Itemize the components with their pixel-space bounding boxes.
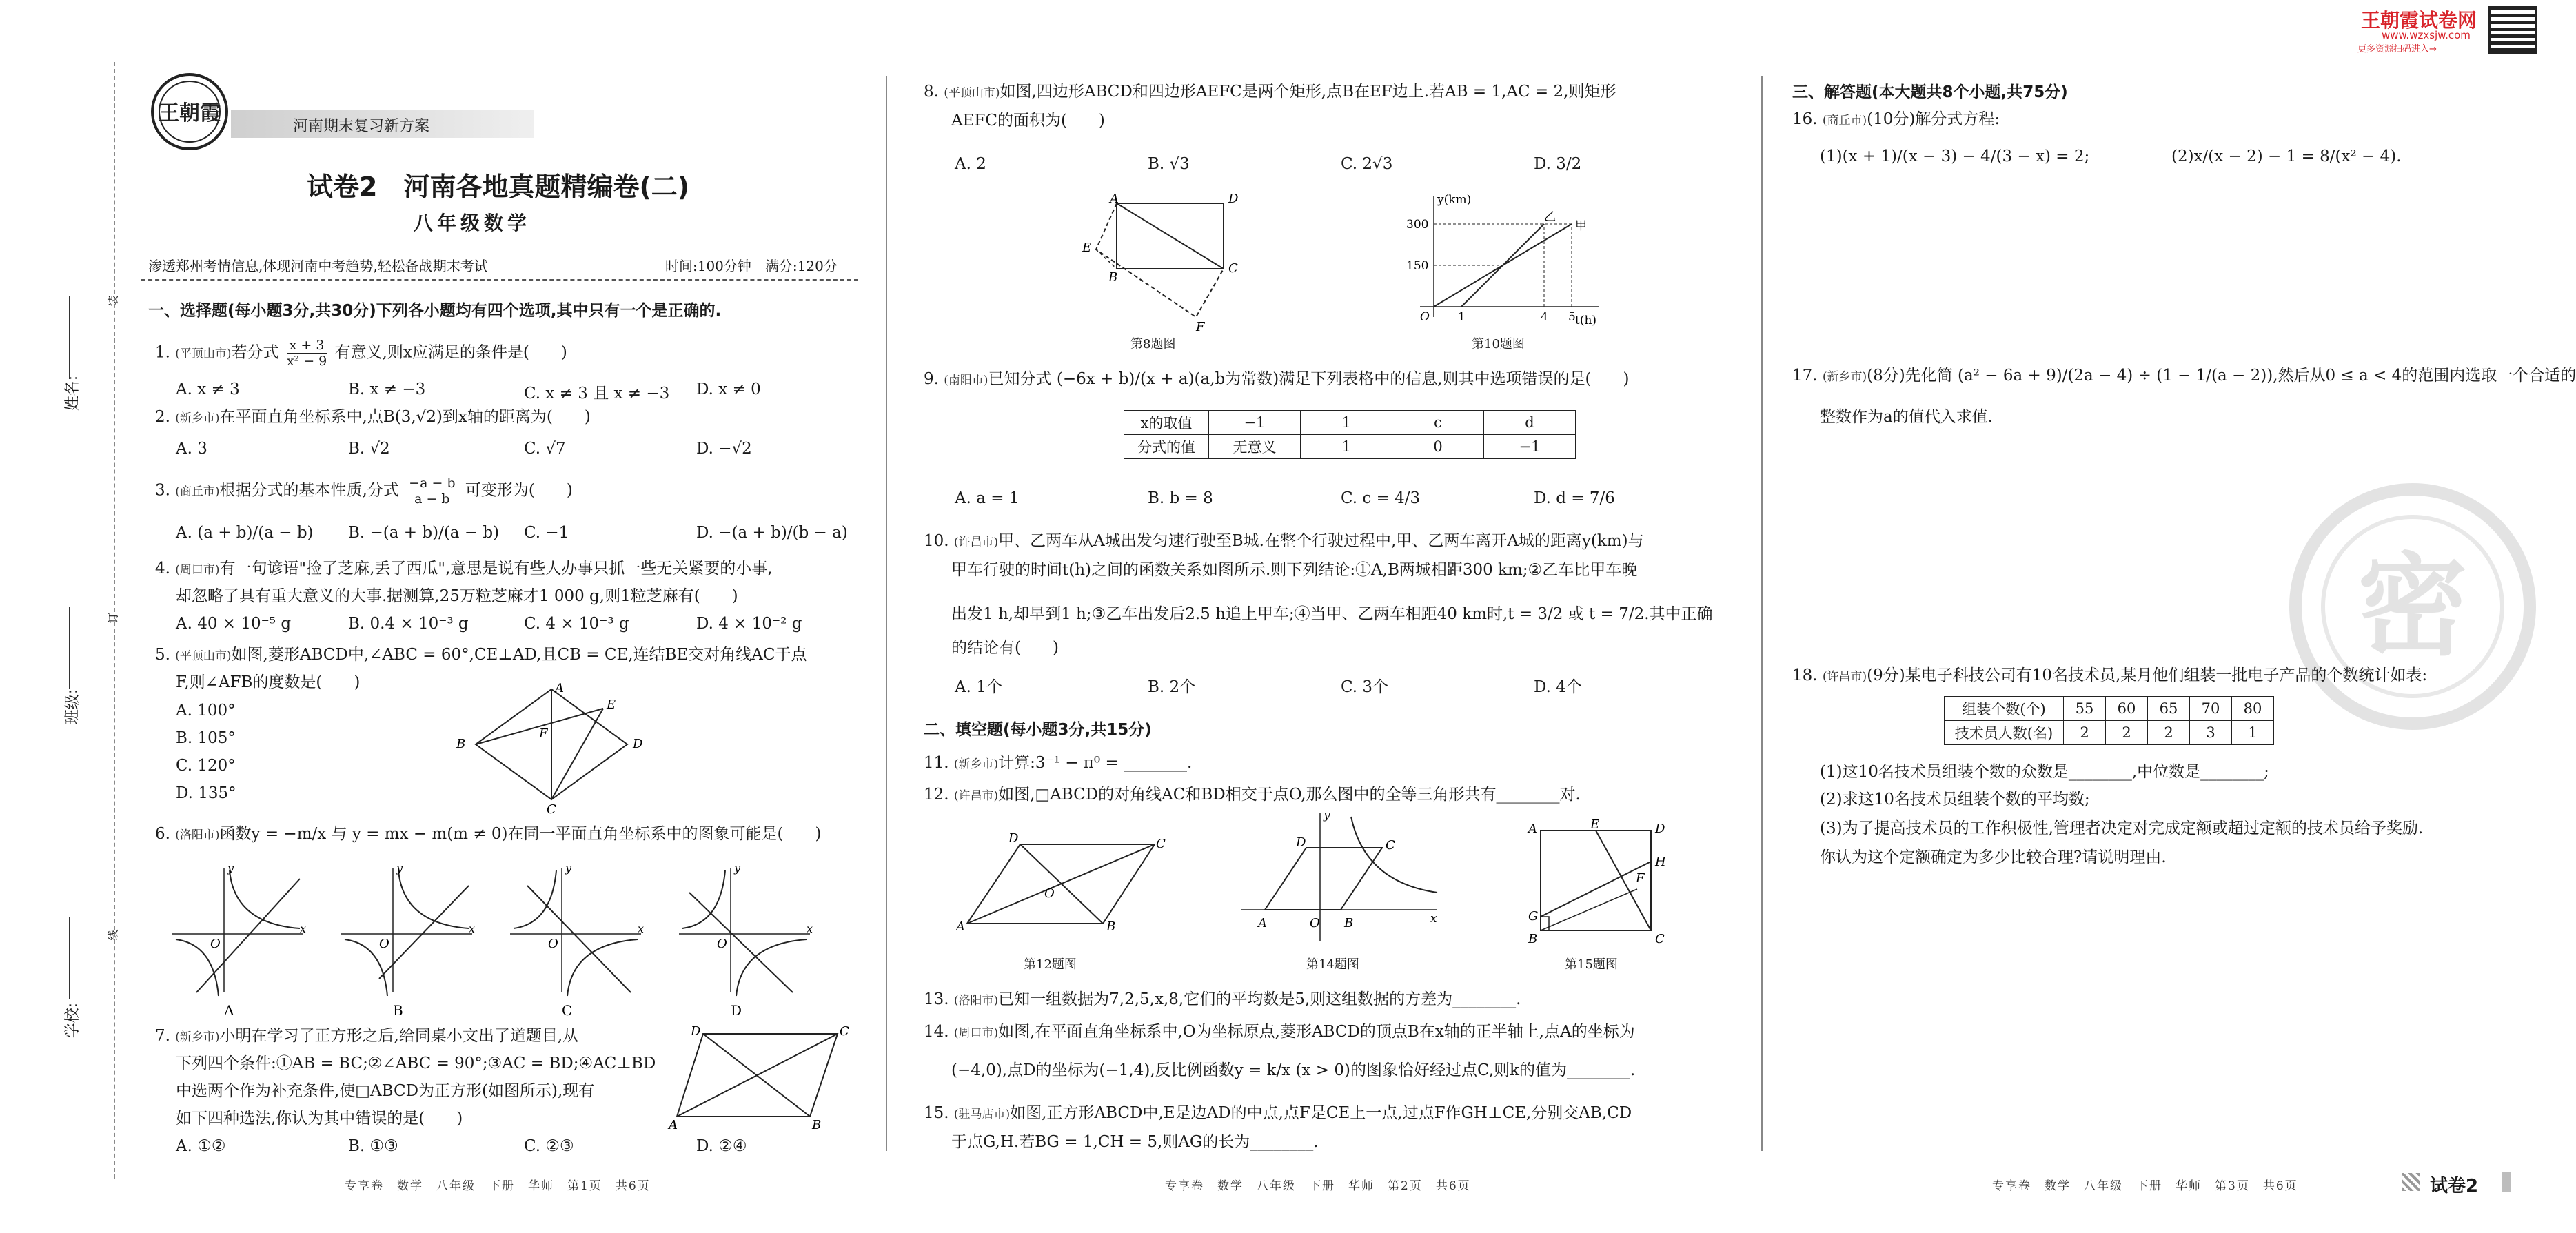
q6-label-d: D — [731, 1002, 742, 1019]
logo-text: 王朝霞 — [159, 101, 221, 125]
q10-tick-5: 5 — [1568, 310, 1576, 324]
q1-option-a[interactable]: A. x ≠ 3 — [176, 380, 240, 398]
svg-text:O: O — [1044, 886, 1055, 901]
svg-text:A: A — [956, 919, 965, 934]
question-7-line-3: 中选两个作为补充条件,使□ABCD为正方形(如图所示),现有 — [176, 1082, 595, 1100]
q7-option-b[interactable]: B. ①③ — [348, 1137, 398, 1155]
question-2: 2. (新乡市)在平面直角坐标系中,点B(3,√2)到x轴的距离为( ) — [155, 408, 591, 426]
footer-tag-icon — [2402, 1173, 2420, 1191]
question-13: 13. (洛阳市)已知一组数据为7,2,5,x,8,它们的平均数是5,则这组数据的方差为________. — [924, 990, 1521, 1008]
q9-option-c[interactable]: C. c = 4/3 — [1341, 489, 1421, 507]
question-18-part-1[interactable]: (1)这10名技术员组装个数的众数是________,中位数是________; — [1820, 763, 2269, 781]
q6-graph-c — [510, 862, 644, 1019]
q6-label-a: A — [224, 1002, 234, 1019]
question-8: 8. (平顶山市)如图,四边形ABCD和四边形AEFC是两个矩形,点B在EF边上.若AB = 1,AC = 2,则矩形 — [924, 83, 1616, 101]
question-10: 10. (许昌市)甲、乙两车从A城出发匀速行驶至B城.在整个行驶过程中,甲、乙两车离开A城的距离y(km)与 — [924, 532, 1644, 550]
svg-text:y: y — [396, 862, 403, 875]
q4-option-d[interactable]: D. 4 × 10⁻² g — [696, 615, 802, 633]
svg-text:C: C — [547, 802, 556, 817]
table-row — [1945, 721, 2274, 745]
q15-square-figure — [1520, 817, 1672, 946]
table-cell: 70 — [2190, 697, 2232, 721]
q1-option-c[interactable]: C. x ≠ 3 且 x ≠ −3 — [524, 385, 670, 402]
svg-text:B: B — [812, 1118, 822, 1132]
table-cell: 2 — [2148, 721, 2190, 745]
svg-text:C: C — [840, 1024, 849, 1039]
svg-text:F: F — [1196, 320, 1205, 334]
q8-option-d[interactable]: D. 3/2 — [1534, 155, 1582, 173]
table-cell: 分式的值 — [1124, 435, 1209, 459]
table-cell: 1 — [2232, 721, 2274, 745]
svg-text:A: A — [1258, 916, 1267, 930]
question-10-line-2: 甲车行驶的时间t(h)之间的函数关系如图所示.则下列结论:①A,B两城相距300 km;②乙车比甲车晚 — [951, 561, 1638, 579]
q15-caption: 第15题图 — [1565, 957, 1618, 972]
table-row — [1124, 435, 1576, 459]
svg-text:A: A — [555, 681, 564, 695]
table-cell: −1 — [1484, 435, 1576, 459]
question-15-line-2: 于点G,H.若BG = 1,CH = 5,则AG的长为________. — [951, 1133, 1319, 1151]
svg-text:y: y — [1324, 808, 1330, 822]
column-divider-2 — [1761, 76, 1763, 1151]
q10-series-jia: 甲 — [1575, 219, 1587, 233]
table-cell: −1 — [1209, 411, 1301, 435]
q6-graphs — [169, 858, 858, 1017]
svg-text:A: A — [1110, 192, 1119, 206]
q14-caption: 第14题图 — [1306, 957, 1359, 972]
question-6: 6. (洛阳市)函数y = −m/x 与 y = mx − m(m ≠ 0)在同一平面直角坐标系中的图象可能是( ) — [155, 825, 822, 843]
page-title: 试卷2 河南各地真题精编卷(二) — [307, 172, 690, 202]
table-cell: 3 — [2190, 721, 2232, 745]
q8-option-a[interactable]: A. 2 — [955, 155, 986, 173]
q6-graph-b — [341, 862, 475, 1019]
q2-option-b[interactable]: B. √2 — [348, 440, 390, 458]
q12-caption: 第12题图 — [1024, 957, 1077, 972]
footer-page-1: 专享卷 数学 八年级 下册 华师 第1页 共6页 — [345, 1179, 651, 1193]
q10-ylabel: y(km) — [1437, 193, 1472, 207]
q3-option-c[interactable]: C. −1 — [524, 524, 569, 542]
svg-text:G: G — [1528, 909, 1539, 924]
svg-text:C: C — [1655, 932, 1665, 946]
section-choice: 一、选择题(每小题3分,共30分)下列各小题均有四个选项,其中只有一个是正确的. — [148, 302, 722, 320]
q7-option-d[interactable]: D. ②④ — [696, 1137, 747, 1155]
question-1: 1. (平顶山市)若分式 $\frac{x + 3}{\text{x² − 9}}$ 有意义,则x应满足的条件是( ) — [155, 338, 567, 369]
q6-graph-a — [172, 862, 306, 1019]
svg-text:B: B — [1344, 916, 1354, 930]
table-cell: c — [1392, 411, 1484, 435]
q10-option-d[interactable]: D. 4个 — [1534, 678, 1582, 696]
q9-option-b[interactable]: B. b = 8 — [1148, 489, 1213, 507]
q5-option-a[interactable]: A. 100° — [176, 702, 236, 720]
question-3: 3. (商丘市)根据分式的基本性质,分式 $\frac{-a - b}{a - b}$ 可变形为( ) — [155, 476, 573, 507]
svg-text:D: D — [1008, 831, 1019, 846]
side-name-label: 姓名: — [64, 375, 82, 411]
question-4-line-2: 却忽略了具有重大意义的大事.据测算,25万粒芝麻才1 000 g,则1粒芝麻有( ) — [176, 587, 738, 605]
q12-parallelogram-figure — [955, 820, 1166, 937]
q3-option-d[interactable]: D. −(a + b)/(b − a) — [696, 524, 848, 542]
question-7-line-4: 如下四种选法,你认为其中错误的是( ) — [176, 1110, 463, 1128]
svg-text:C: C — [1386, 838, 1395, 853]
page-subtitle: 八年级数学 — [414, 212, 531, 234]
svg-text:O: O — [379, 937, 389, 951]
svg-text:B: B — [456, 737, 466, 751]
question-10-line-4: 的结论有( ) — [951, 639, 1059, 657]
svg-text:A: A — [669, 1118, 678, 1132]
side-school-label: 学校: — [64, 1002, 82, 1039]
table-cell: 55 — [2064, 697, 2106, 721]
table-cell: 80 — [2232, 697, 2274, 721]
question-15: 15. (驻马店市)如图,正方形ABCD中,E是边AD的中点,点F是CE上一点,过点F作GH⊥CE,分别交AB,CD — [924, 1104, 1632, 1122]
q10-tick-1: 1 — [1458, 310, 1466, 324]
q4-option-b[interactable]: B. 0.4 × 10⁻³ g — [348, 615, 469, 633]
q2-option-d[interactable]: D. −√2 — [696, 440, 752, 458]
q5-option-c[interactable]: C. 120° — [176, 757, 236, 775]
table-cell: d — [1484, 411, 1576, 435]
svg-text:x: x — [807, 922, 813, 935]
q8-caption: 第8题图 — [1130, 337, 1176, 351]
q8-rectangles-figure — [1075, 193, 1255, 338]
q5-option-b[interactable]: B. 105° — [176, 729, 236, 747]
question-16-part-1[interactable]: (1)(x + 1)/(x − 3) − 4/(3 − x) = 2; — [1820, 147, 2090, 165]
table-cell: 60 — [2106, 697, 2148, 721]
svg-text:C: C — [1228, 261, 1238, 276]
q5-option-d[interactable]: D. 135° — [176, 784, 236, 802]
q7-option-c[interactable]: C. ②③ — [524, 1137, 574, 1155]
qr-code[interactable] — [2488, 6, 2537, 54]
svg-text:E: E — [1590, 817, 1600, 832]
question-8-line-2: AEFC的面积为( ) — [951, 112, 1105, 130]
q8-option-b[interactable]: B. √3 — [1148, 155, 1190, 173]
svg-text:D: D — [691, 1024, 701, 1039]
question-9: 9. (南阳市)已知分式 (−6x + b)/(x + a)(a,b为常数)满足下列表格中的信息,则其中选项错误的是( ) — [924, 370, 1630, 388]
side-mark-zhuang: 装 — [106, 295, 120, 307]
svg-text:O: O — [210, 937, 221, 951]
q7-parallelogram-figure — [669, 1024, 855, 1132]
table-cell: x的取值 — [1124, 411, 1209, 435]
seal-text: 密 — [2357, 541, 2468, 671]
question-16-part-2[interactable]: (2)x/(x − 2) − 1 = 8/(x² − 4). — [2171, 147, 2402, 165]
svg-text:E: E — [1082, 241, 1092, 255]
question-18-part-4: 你认为这个定额确定为多少比较合理?请说明理由. — [1820, 848, 2167, 866]
q10-tick-o: O — [1420, 310, 1430, 324]
question-7: 7. (新乡市)小明在学习了正方形之后,给同桌小文出了道题目,从 — [155, 1027, 579, 1045]
footer-page-2: 专享卷 数学 八年级 下册 华师 第2页 共6页 — [1165, 1179, 1471, 1193]
svg-text:F: F — [1636, 871, 1645, 886]
exam-time: 时间:100分钟 满分:120分 — [665, 258, 838, 274]
question-14: 14. (周口市)如图,在平面直角坐标系中,O为坐标原点,菱形ABCD的顶点B在x轴的正半轴上,点A的坐标为 — [924, 1023, 1635, 1041]
svg-text:H: H — [1655, 855, 1666, 869]
section-answer: 三、解答题(本大题共8个小题,共75分) — [1792, 83, 2068, 101]
q1-option-d[interactable]: D. x ≠ 0 — [696, 380, 761, 398]
svg-text:C: C — [1156, 837, 1166, 851]
q10-series-yi: 乙 — [1544, 210, 1556, 224]
q2-option-c[interactable]: C. √7 — [524, 440, 566, 458]
q3-option-b[interactable]: B. −(a + b)/(a − b) — [348, 524, 500, 542]
q10-chart — [1399, 190, 1606, 327]
svg-text:D: D — [633, 737, 643, 751]
brand-tip: 更多资源扫码进入→ — [2357, 44, 2437, 54]
q2-option-a[interactable]: A. 3 — [176, 440, 207, 458]
table-cell: 1 — [1301, 435, 1392, 459]
q10-tick-300: 300 — [1406, 218, 1429, 232]
q7-option-a[interactable]: A. ①② — [176, 1137, 226, 1155]
svg-text:D: D — [1655, 822, 1665, 836]
table-cell: 65 — [2148, 697, 2190, 721]
q10-xlabel: t(h) — [1575, 314, 1597, 327]
table-cell: 0 — [1392, 435, 1484, 459]
question-16: 16. (商丘市)(10分)解分式方程: — [1792, 110, 2000, 128]
table-cell: 2 — [2064, 721, 2106, 745]
q6-label-c: C — [562, 1002, 573, 1019]
svg-text:O: O — [717, 937, 727, 951]
svg-text:D: D — [1296, 835, 1306, 850]
question-5-line-2: F,则∠AFB的度数是( ) — [176, 673, 361, 691]
table-cell: 2 — [2106, 721, 2148, 745]
svg-text:A: A — [1528, 822, 1537, 836]
q10-tick-150: 150 — [1406, 259, 1429, 273]
footer-page-3: 专享卷 数学 八年级 下册 华师 第3页 共6页 — [1992, 1179, 2298, 1193]
q10-tick-4: 4 — [1541, 310, 1548, 324]
side-mark-xian: 线 — [106, 929, 120, 941]
q8-option-c[interactable]: C. 2√3 — [1341, 155, 1393, 173]
question-7-line-2: 下列四个条件:①AB = BC;②∠ABC = 90°;③AC = BD;④AC⊥BD — [176, 1054, 656, 1072]
svg-text:F: F — [539, 726, 548, 741]
svg-text:y: y — [227, 862, 234, 875]
q1-option-b[interactable]: B. x ≠ −3 — [348, 380, 426, 398]
svg-text:B: B — [1108, 270, 1118, 285]
banner-text: 河南期末复习新方案 — [293, 118, 430, 135]
q9-option-d[interactable]: D. d = 7/6 — [1534, 489, 1615, 507]
svg-text:O: O — [1310, 916, 1320, 930]
table-cell: 1 — [1301, 411, 1392, 435]
svg-text:E: E — [607, 697, 616, 712]
svg-text:x: x — [300, 922, 307, 935]
svg-text:x: x — [638, 922, 645, 935]
question-11: 11. (新乡市)计算:3⁻¹ − π⁰ = ________. — [924, 754, 1193, 772]
svg-text:O: O — [548, 937, 558, 951]
svg-text:x: x — [1430, 912, 1437, 926]
q10-option-c[interactable]: C. 3个 — [1341, 678, 1389, 696]
q6-label-b: B — [393, 1002, 403, 1019]
question-5: 5. (平顶山市)如图,菱形ABCD中,∠ABC = 60°,CE⊥AD,且CB = CE,连结BE交对角线AC于点 — [155, 646, 807, 664]
q4-option-a[interactable]: A. 40 × 10⁻⁵ g — [176, 615, 292, 633]
q3-option-a[interactable]: A. (a + b)/(a − b) — [176, 524, 314, 542]
side-school-field[interactable] — [69, 917, 70, 999]
q5-rhombus-figure — [448, 681, 669, 817]
question-4: 4. (周口市)有一句谚语"捡了芝麻,丢了西瓜",意思是说有些人办事只抓一些无关紧要的小事, — [155, 560, 773, 578]
question-14-line-2: (−4,0),点D的坐标为(−1,4),反比例函数y = k/x (x > 0)的图象恰好经过点C,则k的值为________. — [951, 1061, 1636, 1079]
section-fill: 二、填空题(每小题3分,共15分) — [924, 721, 1152, 739]
footer-tag-bar — [2502, 1172, 2511, 1192]
table-cell: 组装个数(个) — [1945, 697, 2064, 721]
question-18-part-2[interactable]: (2)求这10名技术员组装个数的平均数; — [1820, 791, 2090, 808]
q9-table — [1124, 410, 1576, 459]
q6-graph-d — [679, 862, 813, 1019]
table-row — [1124, 411, 1576, 435]
q4-option-c[interactable]: C. 4 × 10⁻³ g — [524, 615, 629, 633]
svg-text:x: x — [469, 922, 476, 935]
brand-url: www.wzxsjw.com — [2382, 29, 2471, 41]
table-cell: 技术员人数(名) — [1945, 721, 2064, 745]
table-cell: 无意义 — [1209, 435, 1301, 459]
question-18: 18. (许昌市)(9分)某电子科技公司有10名技术员,某月他们组装一批电子产品的个数统计如表: — [1792, 666, 2428, 684]
svg-text:B: B — [1528, 932, 1538, 946]
footer-tag: 试卷2 — [2430, 1176, 2479, 1196]
brand-name: 王朝霞试卷网 — [2361, 9, 2477, 32]
side-mark-ding: 订 — [106, 612, 120, 624]
question-17-line-2: 整数作为a的值代入求值. — [1820, 408, 1994, 426]
logo — [148, 70, 231, 153]
q10-option-a[interactable]: A. 1个 — [955, 678, 1002, 696]
side-name-field[interactable] — [69, 296, 70, 379]
q18-table — [1944, 696, 2274, 745]
q10-caption: 第10题图 — [1472, 337, 1525, 351]
svg-text:y: y — [734, 862, 741, 875]
seal-watermark — [2289, 482, 2537, 731]
motto: 渗透郑州考情信息,体现河南中考趋势,轻松备战期末考试 — [148, 258, 488, 274]
svg-text:B: B — [1106, 919, 1116, 934]
q14-figure — [1237, 806, 1444, 944]
question-10-line-3: 出发1 h,却早到1 h;③乙车出发后2.5 h追上甲车;④当甲、乙两车相距40 km时,t = 3/2 或 t = 7/2.其中正确 — [951, 605, 1713, 623]
side-class-label: 班级: — [64, 689, 82, 725]
header-rule — [141, 279, 858, 281]
q10-option-b[interactable]: B. 2个 — [1148, 678, 1196, 696]
question-17: 17. (新乡市)(8分)先化简 (a² − 6a + 9)/(2a − 4) ÷ (1 − 1/(a − 2)),然后从0 ≤ a < 4的范围内选取一个合适的 — [1792, 367, 2576, 385]
svg-text:y: y — [565, 862, 572, 875]
svg-text:D: D — [1228, 192, 1239, 206]
side-class-field[interactable] — [69, 607, 70, 689]
question-18-part-3[interactable]: (3)为了提高技术员的工作积极性,管理者决定对完成定额或超过定额的技术员给予奖励. — [1820, 819, 2424, 837]
column-divider-1 — [886, 76, 887, 1151]
table-row — [1945, 697, 2274, 721]
question-12: 12. (许昌市)如图,□ABCD的对角线AC和BD相交于点O,那么图中的全等三角形共有________对. — [924, 786, 1581, 804]
q9-option-a[interactable]: A. a = 1 — [955, 489, 1020, 507]
